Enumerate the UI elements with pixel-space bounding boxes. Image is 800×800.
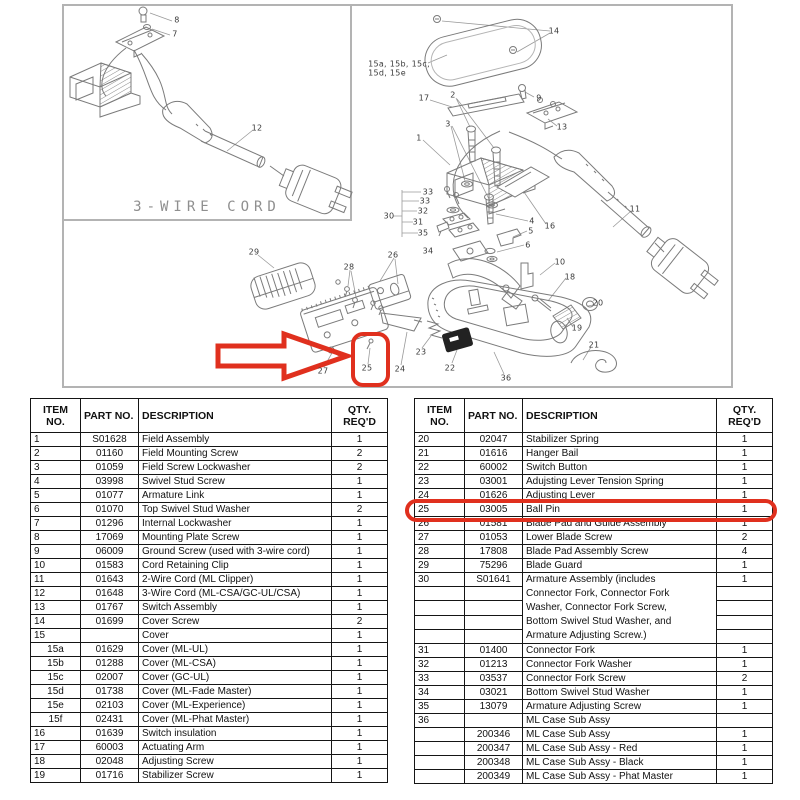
desc-cell: Cover (ML-CSA) xyxy=(139,657,332,671)
desc-cell: Armature Link xyxy=(139,489,332,503)
qty-cell: 1 xyxy=(332,713,388,727)
item-cell: 11 xyxy=(31,573,81,587)
table-row xyxy=(415,742,773,756)
callout-label: 33 xyxy=(419,196,431,206)
part-cell: 01626 xyxy=(465,489,523,503)
desc-cell: Connector Fork xyxy=(523,644,717,658)
part-cell xyxy=(465,601,523,615)
desc-cell: Ball Pin xyxy=(523,503,717,517)
table-row xyxy=(31,433,388,447)
part-cell: S01628 xyxy=(81,433,139,447)
part-cell: 60003 xyxy=(81,741,139,755)
part-cell: 01070 xyxy=(81,503,139,517)
qty-cell: 1 xyxy=(717,742,773,756)
table-row xyxy=(415,756,773,770)
desc-cell: 3-Wire Cord (ML-CSA/GC-UL/CSA) xyxy=(139,587,332,601)
qty-cell: 1 xyxy=(717,489,773,503)
table-row xyxy=(31,545,388,559)
desc-cell: Swivel Stud Screw xyxy=(139,475,332,489)
part-cell: 02048 xyxy=(81,755,139,769)
callout-label: 20 xyxy=(592,298,604,308)
table-row xyxy=(31,517,388,531)
part-cell: 03537 xyxy=(465,672,523,686)
table-row xyxy=(415,700,773,714)
part-cell: 06009 xyxy=(81,545,139,559)
qty-cell: 1 xyxy=(332,755,388,769)
callout-label: 26 xyxy=(387,250,399,260)
table-row xyxy=(415,644,773,658)
part-cell: 01643 xyxy=(81,573,139,587)
desc-cell: ML Case Sub Assy - Phat Master xyxy=(523,770,717,784)
qty-cell: 1 xyxy=(332,433,388,447)
desc-cell: Cover (GC-UL) xyxy=(139,671,332,685)
item-cell xyxy=(415,601,465,615)
part-cell: 01639 xyxy=(81,727,139,741)
desc-cell: ML Case Sub Assy - Red xyxy=(523,742,717,756)
callout-label: 35 xyxy=(417,228,429,238)
qty-header: QTY. REQ'D xyxy=(717,399,773,433)
callout-label: 29 xyxy=(248,247,260,257)
qty-cell: 1 xyxy=(717,770,773,784)
part-cell: 01581 xyxy=(465,517,523,531)
table-row xyxy=(31,489,388,503)
desc-cell: Armature Assembly (includes Connector Fork, Connector Fork Washer, Connector Fork Screw, Bottom Swivel Stud Washer, and Armature Adjusting Screw.) xyxy=(523,573,717,644)
desc-cell: Field Screw Lockwasher xyxy=(139,461,332,475)
desc-cell: Lower Blade Screw xyxy=(523,531,717,545)
table-row xyxy=(415,728,773,742)
callout-label: 25 xyxy=(361,363,373,373)
qty-cell xyxy=(717,629,773,643)
item-cell xyxy=(415,742,465,756)
qty-cell xyxy=(717,587,773,601)
inset-caption: 3-WIRE CORD xyxy=(133,199,281,215)
qty-cell: 1 xyxy=(717,447,773,461)
desc-cell: Field Assembly xyxy=(139,433,332,447)
part-cell: 01077 xyxy=(81,489,139,503)
qty-cell: 1 xyxy=(717,700,773,714)
item-cell: 28 xyxy=(415,545,465,559)
table-row xyxy=(31,587,388,601)
item-cell: 15d xyxy=(31,685,81,699)
callout-label: 13 xyxy=(556,122,568,132)
desc-cell: 2-Wire Cord (ML Clipper) xyxy=(139,573,332,587)
desc-cell: Connector Fork Screw xyxy=(523,672,717,686)
qty-cell xyxy=(717,601,773,615)
desc-cell: ML Case Sub Assy - Black xyxy=(523,756,717,770)
table-row xyxy=(31,503,388,517)
qty-cell: 1 xyxy=(332,741,388,755)
qty-cell: 1 xyxy=(332,531,388,545)
table-row xyxy=(415,714,773,728)
desc-cell: Connector Fork Washer xyxy=(523,658,717,672)
part-cell: 03998 xyxy=(81,475,139,489)
table-row xyxy=(31,713,388,727)
qty-cell: 1 xyxy=(332,559,388,573)
table-row xyxy=(31,685,388,699)
item-cell: 15c xyxy=(31,671,81,685)
part-cell: 13079 xyxy=(465,700,523,714)
desc-cell: Mounting Plate Screw xyxy=(139,531,332,545)
qty-cell: 2 xyxy=(332,461,388,475)
table-row xyxy=(415,672,773,686)
part-cell: 01288 xyxy=(81,657,139,671)
main-art xyxy=(248,14,722,372)
qty-cell xyxy=(717,714,773,728)
part-cell: 200347 xyxy=(465,742,523,756)
callout-label: 15d, 15e xyxy=(368,68,406,78)
table-row xyxy=(31,601,388,615)
table-row xyxy=(415,531,773,545)
qty-cell: 1 xyxy=(717,433,773,447)
part-cell: 01213 xyxy=(465,658,523,672)
header-row xyxy=(31,399,388,433)
header-row xyxy=(415,399,773,433)
part-cell: S01641 xyxy=(465,573,523,587)
item-cell: 31 xyxy=(415,644,465,658)
desc-cell: Bottom Swivel Stud Washer xyxy=(523,686,717,700)
table-row xyxy=(415,461,773,475)
qty-cell: 1 xyxy=(332,475,388,489)
part-cell: 01400 xyxy=(465,644,523,658)
part-cell: 200348 xyxy=(465,756,523,770)
callout-label: 10 xyxy=(554,257,566,267)
desc-cell: Cover (ML-Phat Master) xyxy=(139,713,332,727)
desc-cell: Top Swivel Stud Washer xyxy=(139,503,332,517)
item-cell: 9 xyxy=(31,545,81,559)
item-cell: 26 xyxy=(415,517,465,531)
item-cell: 19 xyxy=(31,769,81,783)
qty-cell: 1 xyxy=(717,475,773,489)
table-row xyxy=(31,573,388,587)
qty-cell: 1 xyxy=(332,489,388,503)
part-cell: 17069 xyxy=(81,531,139,545)
item-cell: 3 xyxy=(31,461,81,475)
item-cell: 18 xyxy=(31,755,81,769)
item-cell: 15b xyxy=(31,657,81,671)
item-cell: 4 xyxy=(31,475,81,489)
item-cell xyxy=(415,770,465,784)
table-row xyxy=(31,643,388,657)
part-cell: 200349 xyxy=(465,770,523,784)
item-cell: 15f xyxy=(31,713,81,727)
qty-cell: 1 xyxy=(332,545,388,559)
desc-cell: Cover (ML-Experience) xyxy=(139,699,332,713)
desc-cell: Armature Adjusting Screw xyxy=(523,700,717,714)
part-cell: 01059 xyxy=(81,461,139,475)
qty-cell: 1 xyxy=(717,573,773,587)
callout-label: 36 xyxy=(500,373,512,383)
table-row xyxy=(31,461,388,475)
part-no-header: PART NO. xyxy=(81,399,139,433)
callout-label: 34 xyxy=(422,246,434,256)
item-cell xyxy=(415,728,465,742)
callout-label: 24 xyxy=(394,364,406,374)
callout-label: 22 xyxy=(444,363,456,373)
table-row xyxy=(31,671,388,685)
item-cell: 17 xyxy=(31,741,81,755)
callout-label: 19 xyxy=(571,323,583,333)
item-cell: 34 xyxy=(415,686,465,700)
qty-cell: 1 xyxy=(717,559,773,573)
part-cell: 01616 xyxy=(465,447,523,461)
part-cell: 01738 xyxy=(81,685,139,699)
table-row xyxy=(31,657,388,671)
item-cell: 6 xyxy=(31,503,81,517)
callout-label: 17 xyxy=(418,93,430,103)
part-cell: 17808 xyxy=(465,545,523,559)
part-cell: 02431 xyxy=(81,713,139,727)
item-cell: 10 xyxy=(31,559,81,573)
callout-label: 32 xyxy=(417,206,429,216)
table-row xyxy=(31,475,388,489)
table-row xyxy=(31,559,388,573)
callout-label: 31 xyxy=(412,217,424,227)
table-row xyxy=(31,699,388,713)
table-row xyxy=(31,741,388,755)
part-cell: 01767 xyxy=(81,601,139,615)
part-cell xyxy=(465,587,523,601)
parts-table-left xyxy=(30,398,388,783)
callout-label: 1 xyxy=(416,133,422,143)
callout-label: 18 xyxy=(564,272,576,282)
qty-cell: 1 xyxy=(332,587,388,601)
table-row xyxy=(31,727,388,741)
item-cell: 36 xyxy=(415,714,465,728)
item-cell: 24 xyxy=(415,489,465,503)
item-cell: 27 xyxy=(415,531,465,545)
table-row xyxy=(415,658,773,672)
qty-header: QTY. REQ'D xyxy=(332,399,388,433)
qty-cell: 1 xyxy=(332,727,388,741)
callout-label: 8 xyxy=(174,15,180,25)
item-cell: 20 xyxy=(415,433,465,447)
table-row xyxy=(415,686,773,700)
table-row xyxy=(415,559,773,573)
table-row xyxy=(415,517,773,531)
part-cell xyxy=(465,714,523,728)
callout-label: 5 xyxy=(528,226,534,236)
qty-cell: 1 xyxy=(332,601,388,615)
qty-cell: 1 xyxy=(717,686,773,700)
item-cell: 22 xyxy=(415,461,465,475)
item-cell: 15e xyxy=(31,699,81,713)
qty-cell: 2 xyxy=(332,447,388,461)
item-cell: 23 xyxy=(415,475,465,489)
item-cell: 25 xyxy=(415,503,465,517)
desc-cell: Adjusting Lever xyxy=(523,489,717,503)
item-cell: 13 xyxy=(31,601,81,615)
callout-label: 6 xyxy=(525,240,531,250)
item-cell: 7 xyxy=(31,517,81,531)
desc-cell: ML Case Sub Assy xyxy=(523,728,717,742)
callout-label: 28 xyxy=(343,262,355,272)
desc-cell: Actuating Arm xyxy=(139,741,332,755)
table-row xyxy=(415,503,773,517)
part-cell: 01053 xyxy=(465,531,523,545)
callout-label: 33 xyxy=(422,187,434,197)
item-cell xyxy=(415,587,465,601)
item-cell: 32 xyxy=(415,658,465,672)
qty-cell: 2 xyxy=(332,615,388,629)
callout-label: 21 xyxy=(588,340,600,350)
item-cell: 16 xyxy=(31,727,81,741)
desc-cell: Adujsting Lever Tension Spring xyxy=(523,475,717,489)
part-cell: 03001 xyxy=(465,475,523,489)
desc-cell: Cover Screw xyxy=(139,615,332,629)
table-row xyxy=(31,629,388,643)
qty-cell: 1 xyxy=(332,573,388,587)
qty-cell: 1 xyxy=(332,699,388,713)
part-cell: 01648 xyxy=(81,587,139,601)
part-cell: 60002 xyxy=(465,461,523,475)
qty-cell xyxy=(717,615,773,629)
item-cell: 35 xyxy=(415,700,465,714)
desc-cell: Blade Pad Assembly Screw xyxy=(523,545,717,559)
item-cell xyxy=(415,615,465,629)
part-no-header: PART NO. xyxy=(465,399,523,433)
callout-label: 16 xyxy=(544,221,556,231)
table-row xyxy=(31,769,388,783)
table-row xyxy=(415,770,773,784)
table-row xyxy=(415,475,773,489)
item-cell: 21 xyxy=(415,447,465,461)
callout-label: 14 xyxy=(548,26,560,36)
part-cell: 01160 xyxy=(81,447,139,461)
qty-cell: 1 xyxy=(717,503,773,517)
red-box-ball-pin-annotation xyxy=(353,334,388,385)
item-cell: 15a xyxy=(31,643,81,657)
desc-cell: Ground Screw (used with 3-wire cord) xyxy=(139,545,332,559)
part-cell: 01296 xyxy=(81,517,139,531)
qty-cell: 1 xyxy=(332,657,388,671)
desc-cell: Blade Pad and Guide Assembly xyxy=(523,517,717,531)
qty-cell: 1 xyxy=(717,756,773,770)
table-row xyxy=(415,433,773,447)
item-cell: 8 xyxy=(31,531,81,545)
item-cell: 2 xyxy=(31,447,81,461)
inset-art xyxy=(70,7,355,221)
item-cell: 29 xyxy=(415,559,465,573)
item-cell: 12 xyxy=(31,587,81,601)
callout-label: 30 xyxy=(383,211,395,221)
table-row xyxy=(31,615,388,629)
callout-label: 23 xyxy=(415,347,427,357)
part-cell: 01716 xyxy=(81,769,139,783)
desc-cell: Stabilizer Spring xyxy=(523,433,717,447)
qty-cell: 1 xyxy=(332,629,388,643)
desc-cell: Internal Lockwasher xyxy=(139,517,332,531)
qty-cell: 1 xyxy=(717,644,773,658)
part-cell: 02047 xyxy=(465,433,523,447)
description-header: DESCRIPTION xyxy=(139,399,332,433)
table-row xyxy=(31,447,388,461)
table-row xyxy=(415,489,773,503)
table-row xyxy=(415,545,773,559)
parts-table-right xyxy=(414,398,773,784)
item-cell: 1 xyxy=(31,433,81,447)
part-cell: 03005 xyxy=(465,503,523,517)
item-cell: 30 xyxy=(415,573,465,587)
item-cell xyxy=(415,756,465,770)
qty-cell: 1 xyxy=(332,671,388,685)
part-cell: 03021 xyxy=(465,686,523,700)
qty-cell: 1 xyxy=(717,517,773,531)
part-cell xyxy=(81,629,139,643)
item-cell: 15 xyxy=(31,629,81,643)
part-cell: 200346 xyxy=(465,728,523,742)
item-no-header: ITEM NO. xyxy=(31,399,81,433)
qty-cell: 2 xyxy=(332,503,388,517)
item-cell: 33 xyxy=(415,672,465,686)
qty-cell: 1 xyxy=(717,728,773,742)
callout-label: 27 xyxy=(317,366,329,376)
part-cell xyxy=(465,615,523,629)
part-cell: 01699 xyxy=(81,615,139,629)
qty-cell: 1 xyxy=(332,643,388,657)
table-row xyxy=(31,755,388,769)
desc-cell: Adjusting Screw xyxy=(139,755,332,769)
desc-cell: Stabilizer Screw xyxy=(139,769,332,783)
qty-cell: 1 xyxy=(717,461,773,475)
desc-cell: Cord Retaining Clip xyxy=(139,559,332,573)
desc-cell: Switch Assembly xyxy=(139,601,332,615)
callout-label: 2 xyxy=(450,90,456,100)
desc-cell: Blade Guard xyxy=(523,559,717,573)
callout-label: 12 xyxy=(251,123,263,133)
qty-cell: 4 xyxy=(717,545,773,559)
part-cell: 75296 xyxy=(465,559,523,573)
table-row xyxy=(415,447,773,461)
desc-cell: Hanger Bail xyxy=(523,447,717,461)
callout-label: 15a, 15b, 15c, xyxy=(368,59,430,69)
item-cell: 14 xyxy=(31,615,81,629)
desc-cell: Field Mounting Screw xyxy=(139,447,332,461)
desc-cell: Switch Button xyxy=(523,461,717,475)
desc-cell: Cover (ML-Fade Master) xyxy=(139,685,332,699)
qty-cell: 2 xyxy=(717,531,773,545)
item-cell: 5 xyxy=(31,489,81,503)
callout-label: 3 xyxy=(445,119,451,129)
qty-cell: 1 xyxy=(717,658,773,672)
part-cell: 02007 xyxy=(81,671,139,685)
qty-cell: 1 xyxy=(332,685,388,699)
qty-cell: 1 xyxy=(332,517,388,531)
callout-label: 9 xyxy=(536,93,542,103)
part-cell: 01629 xyxy=(81,643,139,657)
part-cell: 01583 xyxy=(81,559,139,573)
desc-cell: Cover (ML-UL) xyxy=(139,643,332,657)
callout-label: 11 xyxy=(629,204,641,214)
table-row xyxy=(31,531,388,545)
qty-cell: 1 xyxy=(332,769,388,783)
item-no-header: ITEM NO. xyxy=(415,399,465,433)
part-cell: 02103 xyxy=(81,699,139,713)
item-cell xyxy=(415,629,465,643)
description-header: DESCRIPTION xyxy=(523,399,717,433)
desc-cell: Switch insulation xyxy=(139,727,332,741)
desc-cell: Cover xyxy=(139,629,332,643)
qty-cell: 2 xyxy=(717,672,773,686)
part-cell xyxy=(465,629,523,643)
desc-cell: ML Case Sub Assy xyxy=(523,714,717,728)
callout-label: 4 xyxy=(529,216,535,226)
table-row xyxy=(415,573,773,587)
callout-label: 7 xyxy=(172,29,178,39)
